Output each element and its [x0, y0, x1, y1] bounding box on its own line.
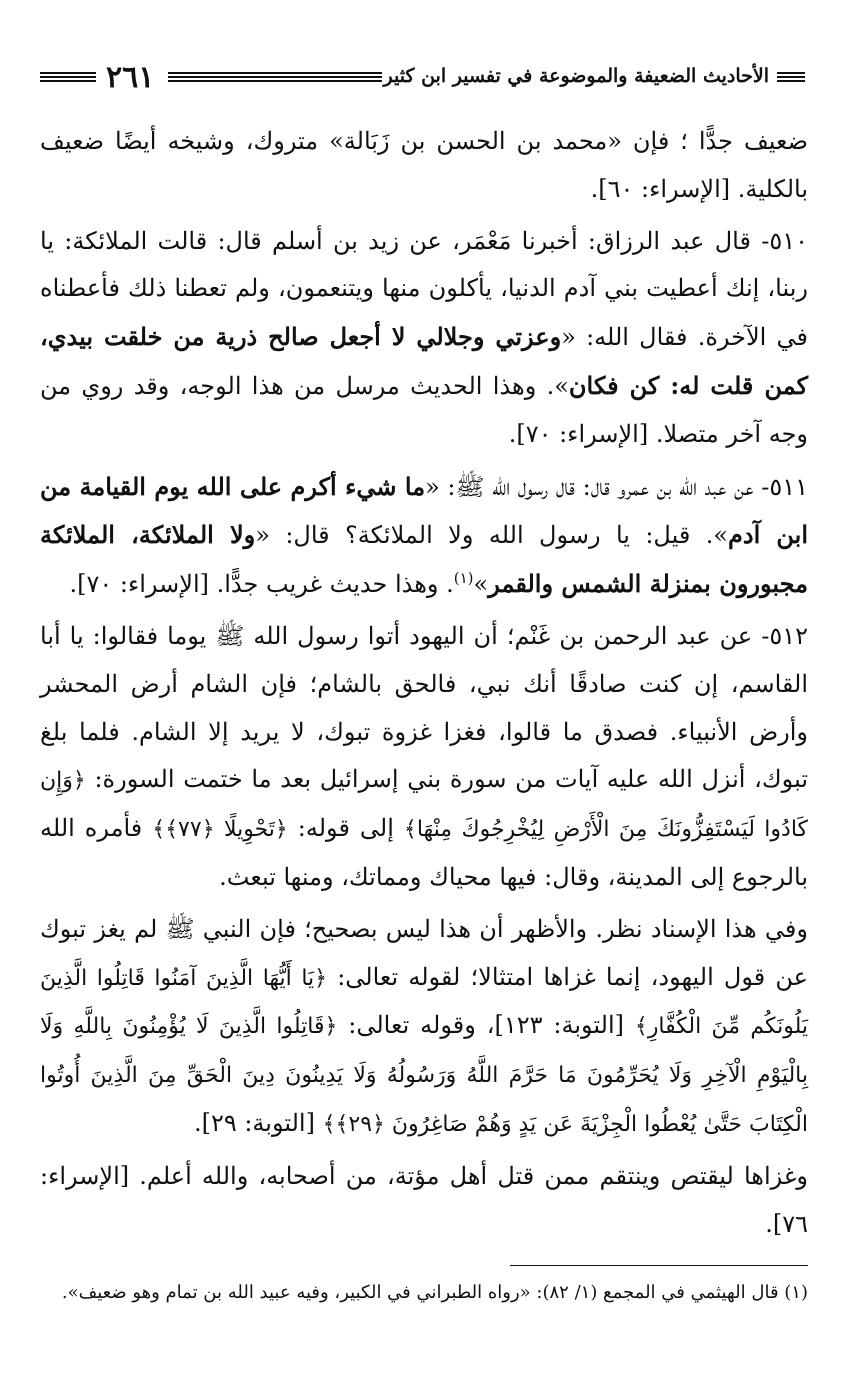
hadith-text: إلى قوله: [287, 814, 404, 843]
hadith-text: ٥١٢- عن عبد الرحمن بن غَنْم؛ أن اليهود أتوا رسول الله ﷺ يوما فقالوا: يا أبا القاسم، إن كنت صادقًا أنك نبي، فالحق بالشام؛ فإن الشام أرض المحشر وأرض الأنبياء. فصدق ما قالوا، فغزا غزوة تبوك، لا يريد إلا الشام. فلما بلغ تبوك، أنزل الله عليه آيات من سورة بني إسرائيل بعد ما ختمت السورة: [40, 621, 808, 794]
header-rule-right [777, 72, 805, 84]
header-rule-left [40, 72, 96, 84]
hadith-text: ٥١٠- قال عبد الرزاق: أخبرنا مَعْمَر، عن زيد بن أسلم قال: قالت الملائكة: يا ربنا، إنك أعطيت بني آدم الدنيا، يأكلون منها ويتنعمون، ولم تعطنا ذلك فأعطناه في الآخرة. فقال الله: « [40, 226, 808, 352]
hadith-text: فأمره الله بالرجوع إلى المدينة، وقال: فيها محياك ومماتك، ومنها تبعث. [40, 814, 808, 891]
hadith-quote: ولا الملائكة، الملائكة مجبورون بمنزلة الشمس والقمر [40, 520, 808, 599]
quran-verse: ﴿يَا أَيُّهَا الَّذِينَ آمَنُوا قَاتِلُوا الَّذِينَ يَلُونَكُم مِّنَ الْكُفَّارِ﴾ [40, 965, 808, 1040]
commentary-text: وغزاها ليقتص وينتقم ممن قتل أهل مؤتة، من أصحابه، والله أعلم. [الإسراء: ٧٦]. [40, 1161, 808, 1238]
hadith-quote: وعزتي وجلالي لا أجعل صالح ذرية من خلقت بيدي، كمن قلت له: كن فكان [40, 322, 809, 400]
running-header [40, 58, 805, 98]
commentary-text: وفي هذا الإسناد نظر. والأظهر أن هذا ليس بصحيح؛ فإن النبي ﷺ لم يغز تبوك عن قول اليهود، إنما غزاها امتثالا؛ لقوله تعالى: [40, 914, 808, 991]
body-text [40, 118, 808, 1248]
paragraph-continuation [40, 118, 808, 214]
commentary-text: [التوبة: ٢٩]. [193, 1108, 323, 1137]
commentary-paragraph [40, 1153, 808, 1249]
hadith-511 [40, 463, 808, 609]
running-title: الأحاديث الضعيفة والموضوعة في تفسير ابن كثير [383, 65, 769, 87]
hadith-text: ». وهذا الحديث مرسل من هذا الوجه، وقد روي من وجه آخر متصلا. [الإسراء: ٧٠]. [40, 371, 808, 448]
quran-verse: ﴿وَإِن كَادُوا لَيَسْتَفِزُّونَكَ مِنَ الْأَرْضِ لِيُخْرِجُوكَ مِنْهَا﴾ [40, 768, 808, 843]
hadith-text: » [473, 570, 489, 599]
hadith-512 [40, 613, 808, 902]
hadith-quote: ما شيء أكرم على الله يوم القيامة من ابن آدم [40, 471, 809, 550]
header-rule-middle [168, 72, 382, 84]
page-number: ٢٦١ [106, 60, 155, 95]
footnote-reference[interactable]: (١) [453, 569, 474, 588]
quran-verse: ﴿تَحْوِيلًا ﴿٧٧﴾﴾ [152, 817, 288, 843]
hadith-text: ٥١١- عن عبد الله بن عمرو قال: قال رسول الله ﷺ: « [425, 472, 808, 501]
hadith-510 [40, 218, 808, 459]
commentary-paragraph [40, 906, 808, 1149]
commentary-text: [التوبة: ١٢٣]، وقوله تعالى: [337, 1011, 635, 1040]
quran-verse: ﴿قَاتِلُوا الَّذِينَ لَا يُؤْمِنُونَ بِاللَّهِ وَلَا بِالْيَوْمِ الْآخِرِ وَلَا يُحَرِّمُونَ مَا حَرَّمَ اللَّهُ وَرَسُولُهُ وَلَا يَدِينُونَ دِينَ الْحَقِّ مِنَ الَّذِينَ أُوتُوا الْكِتَابَ حَتَّىٰ يُعْطُوا الْجِزْيَةَ عَن يَدٍ وَهُمْ صَاغِرُونَ ﴿٢٩﴾﴾ [40, 1014, 808, 1137]
paragraph-text: ضعيف جدًّا ؛ فإن «محمد بن الحسن بن زَبَالة» متروك، وشيخه أيضًا ضعيف بالكلية. [الإسراء: ٦٠]. [40, 127, 808, 203]
hadith-text: . وهذا حديث غريب جدًّا. [الإسراء: ٧٠]. [69, 570, 454, 599]
footnote: (١) قال الهيثمي في المجمع (١/ ٨٢): «رواه الطبراني في الكبير، وفيه عبيد الله بن تمام وهو ضعيف». [61, 1282, 808, 1303]
hadith-text: ». قيل: يا رسول الله ولا الملائكة؟ قال: « [255, 521, 729, 550]
footnote-separator [510, 1265, 808, 1266]
